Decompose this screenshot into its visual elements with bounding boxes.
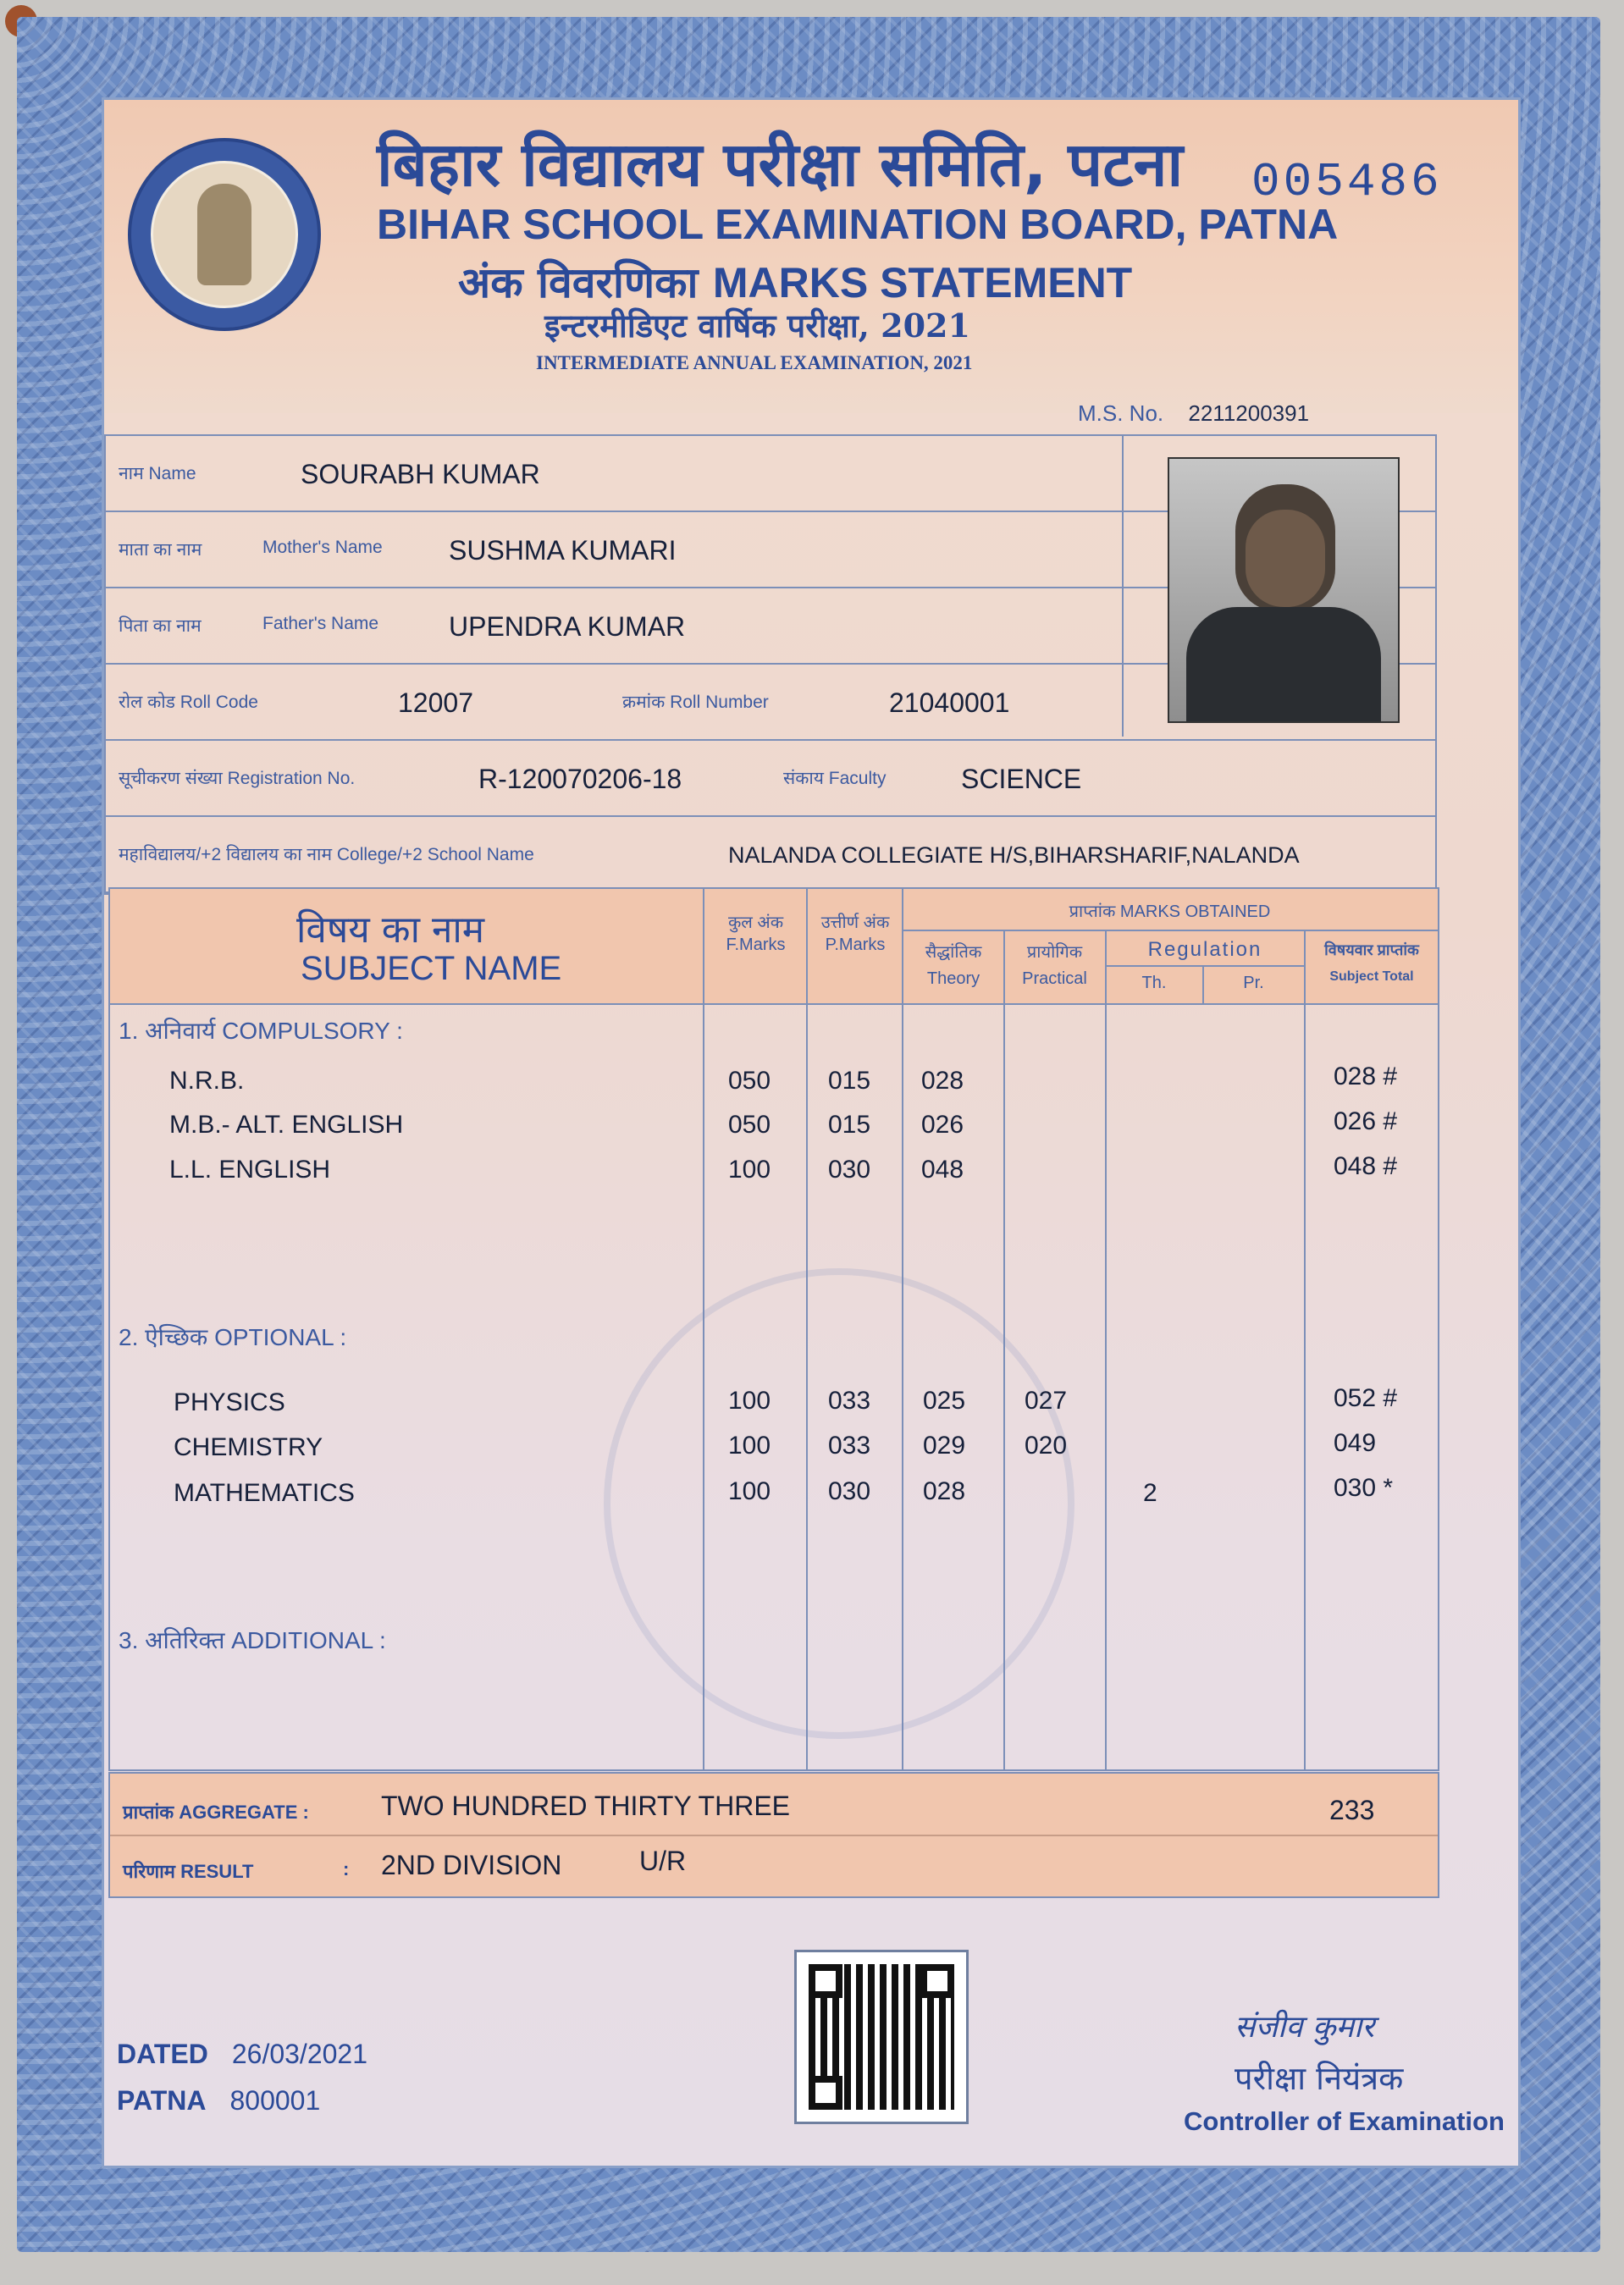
place-pin: 800001 [229, 2085, 321, 2116]
full-marks-header-hindi: कुल अंक [727, 913, 784, 932]
controller-signature: संजीव कुमार [1235, 2010, 1375, 2045]
subject-name: N.R.B. [169, 1067, 245, 1095]
controller-title-english: Controller of Examination [1184, 2106, 1505, 2136]
subject-total: 028 # [1334, 1062, 1398, 1090]
col-divider [703, 889, 704, 1769]
theory-header-hindi: सैद्धांतिक [925, 943, 982, 962]
theory-marks: 048 [921, 1156, 964, 1184]
full-marks: 050 [728, 1111, 771, 1139]
pass-marks-header-hindi: उत्तीर्ण अंक [820, 913, 890, 932]
board-seal-logo [128, 138, 321, 331]
roll-code: 12007 [398, 687, 473, 718]
subject-header-english: SUBJECT NAME [301, 950, 562, 987]
statement-title-english: MARKS STATEMENT [712, 259, 1133, 306]
theory-marks: 025 [923, 1387, 966, 1415]
college-name: NALANDA COLLEGIATE H/S,BIHARSHARIF,NALANDA [728, 842, 1300, 868]
mother-label-english: Mother's Name [262, 538, 383, 557]
ms-number-value: 2211200391 [1188, 400, 1310, 426]
regulation-header: Regulation [1147, 938, 1262, 961]
college-label: महाविद्यालय/+2 विद्यालय का नाम College/+2 School Name [119, 845, 534, 864]
subject-total: 030 * [1334, 1474, 1394, 1502]
col-divider [902, 889, 903, 1769]
subject-header-hindi: विषय का नाम [296, 908, 485, 952]
col-divider [1304, 930, 1306, 1769]
serial-number: 005486 [1251, 155, 1443, 209]
exam-name-hindi: इन्टरमीडिएट वार्षिक परीक्षा, 2021 [544, 306, 970, 345]
additional-section-label: 3. अतिरिक्त ADDITIONAL : [119, 1627, 386, 1653]
theory-marks: 029 [923, 1432, 966, 1460]
board-name-hindi: बिहार विद्यालय परीक्षा समिति, पटना [377, 129, 1184, 200]
row-divider [902, 930, 1438, 931]
optional-section-label: 2. ऐच्छिक OPTIONAL : [119, 1324, 347, 1350]
aggregate-divider [110, 1835, 1438, 1836]
practical-header-english: Practical [1022, 969, 1087, 988]
place-line [117, 2085, 320, 2117]
subject-total-header-hindi: विषयवार प्राप्तांक [1324, 941, 1419, 958]
board-name-english: BIHAR SCHOOL EXAMINATION BOARD, PATNA [377, 201, 1339, 248]
subject-total: 026 # [1334, 1107, 1398, 1135]
marks-obtained-header: प्राप्तांक MARKS OBTAINED [1069, 902, 1271, 921]
certificate-body [102, 97, 1521, 2168]
student-name: SOURABH KUMAR [301, 459, 540, 489]
regulation-theory-marks: 2 [1143, 1479, 1157, 1507]
certificate-sheet [17, 17, 1600, 2252]
full-marks-header-english: F.Marks [726, 936, 786, 954]
subject-name: CHEMISTRY [174, 1433, 323, 1461]
seal-emblem-icon [197, 184, 251, 285]
col-divider [806, 889, 808, 1769]
col-divider [1202, 965, 1204, 1003]
seal-inner [151, 161, 298, 308]
practical-marks: 020 [1025, 1432, 1068, 1460]
father-label-english: Father's Name [262, 614, 379, 633]
photo-cell [1122, 436, 1437, 737]
roll-number: 21040001 [889, 687, 1010, 718]
result-division: 2ND DIVISION [381, 1850, 562, 1880]
aggregate-total: 233 [1329, 1795, 1375, 1825]
full-marks: 100 [728, 1432, 771, 1460]
full-marks: 100 [728, 1477, 771, 1505]
pass-marks: 033 [828, 1432, 871, 1460]
student-photo [1168, 457, 1400, 723]
statement-title-hindi: अंक विवरणिका [458, 258, 699, 307]
subject-total-header-english: Subject Total [1329, 969, 1414, 984]
photo-face [1246, 510, 1325, 607]
compulsory-section-label: 1. अनिवार्य COMPULSORY : [119, 1018, 403, 1044]
roll-code-label: रोल कोड Roll Code [119, 693, 258, 712]
subject-name: M.B.- ALT. ENGLISH [169, 1111, 404, 1139]
registration-row [106, 741, 1435, 817]
theory-marks: 026 [921, 1111, 964, 1139]
exam-name-english: INTERMEDIATE ANNUAL EXAMINATION, 2021 [536, 352, 973, 373]
controller-title-hindi: परीक्षा नियंत्रक [1235, 2060, 1404, 2097]
full-marks: 100 [728, 1387, 771, 1415]
name-label: नाम Name [119, 464, 196, 483]
marks-table [108, 887, 1439, 1771]
statement-title [458, 252, 1132, 310]
result-note: U/R [639, 1846, 687, 1876]
col-divider [1003, 930, 1005, 1769]
practical-marks: 027 [1025, 1387, 1068, 1415]
practical-header-hindi: प्रायोगिक [1026, 943, 1083, 962]
faculty-value: SCIENCE [961, 764, 1082, 794]
qr-finder-icon [809, 2076, 842, 2110]
subject-name: L.L. ENGLISH [169, 1156, 331, 1184]
registration-number: R-120070206-18 [478, 764, 682, 794]
photo-shirt [1186, 607, 1381, 723]
pass-marks: 030 [828, 1156, 871, 1184]
college-row [106, 817, 1435, 893]
theory-header-english: Theory [926, 969, 980, 988]
issue-date: 26/03/2021 [231, 2039, 367, 2069]
regulation-practical-header: Pr. [1243, 974, 1264, 992]
result-colon: : [343, 1858, 350, 1879]
result-label: परिणाम RESULT [123, 1861, 254, 1882]
full-marks: 100 [728, 1156, 771, 1184]
full-marks: 050 [728, 1067, 771, 1095]
ms-number [1078, 400, 1309, 427]
aggregate-label: प्राप्तांक AGGREGATE : [123, 1802, 309, 1823]
subject-name: PHYSICS [174, 1388, 285, 1416]
theory-marks: 028 [923, 1477, 966, 1505]
theory-marks: 028 [921, 1067, 964, 1095]
faculty-label: संकाय Faculty [783, 769, 887, 788]
pass-marks: 015 [828, 1067, 871, 1095]
qr-code [794, 1950, 969, 2124]
dated-line [117, 2039, 367, 2070]
pass-marks: 033 [828, 1387, 871, 1415]
regulation-theory-header: Th. [1141, 974, 1167, 992]
pass-marks: 030 [828, 1477, 871, 1505]
qr-finder-icon [809, 1964, 842, 1998]
pass-marks-header-english: P.Marks [825, 936, 886, 954]
pass-marks: 015 [828, 1111, 871, 1139]
student-info-box [104, 434, 1437, 895]
subject-name: MATHEMATICS [174, 1479, 355, 1507]
subject-total: 052 # [1334, 1384, 1398, 1412]
qr-finder-icon [920, 1964, 954, 1998]
ms-number-label: M.S. No. [1078, 400, 1164, 426]
aggregate-words: TWO HUNDRED THIRTY THREE [381, 1791, 790, 1821]
row-divider [1105, 965, 1304, 967]
subject-total: 049 [1334, 1429, 1377, 1457]
aggregate-band [108, 1772, 1439, 1898]
col-divider [1105, 930, 1107, 1769]
father-label-hindi: पिता का नाम [119, 616, 202, 636]
mother-name: SUSHMA KUMARI [449, 535, 677, 566]
mother-label-hindi: माता का नाम [119, 540, 202, 560]
roll-number-label: क्रमांक Roll Number [622, 693, 769, 712]
dated-label: DATED [117, 2039, 208, 2069]
registration-label: सूचीकरण संख्या Registration No. [119, 769, 356, 788]
place-label: PATNA [117, 2085, 207, 2116]
father-name: UPENDRA KUMAR [449, 611, 686, 642]
subject-total: 048 # [1334, 1152, 1398, 1180]
